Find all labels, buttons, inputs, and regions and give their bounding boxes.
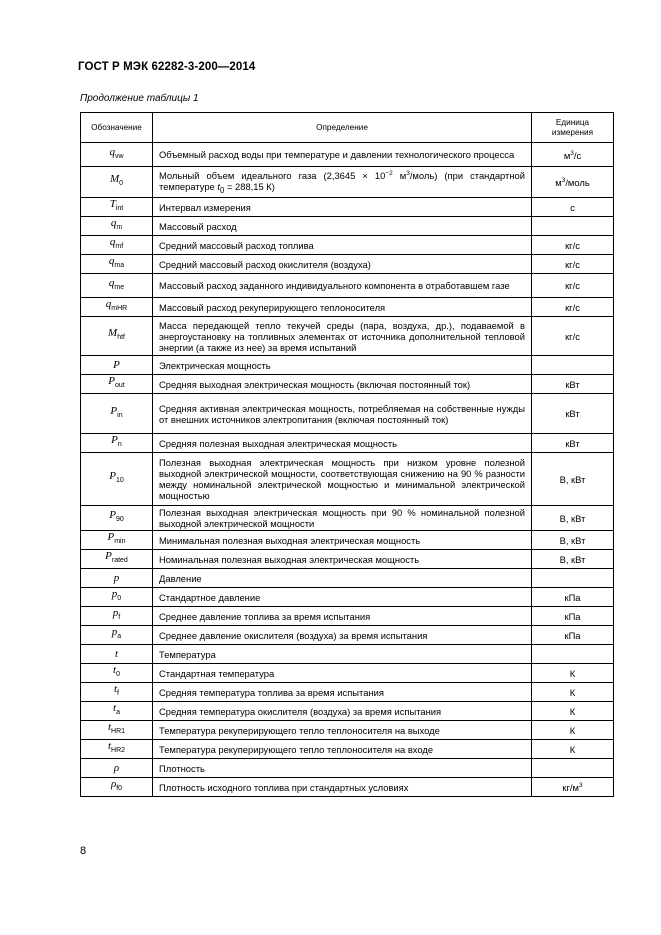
symbol-base: P xyxy=(105,550,112,563)
definition-cell: Давление xyxy=(153,569,532,588)
symbol-cell xyxy=(81,434,153,453)
unit-cell: $м^3/с$ xyxy=(532,143,614,167)
symbol-cell xyxy=(81,375,153,394)
symbol-subscript: me xyxy=(114,284,125,292)
symbol-cell xyxy=(81,356,153,375)
symbol-subscript: htf xyxy=(117,334,125,342)
symbol-cell xyxy=(81,702,153,721)
unit-cell: кг/с xyxy=(532,255,614,274)
symbol-subscript: rated xyxy=(111,557,128,565)
definition-cell: Массовый расход заданного индивидуального компонента в отработавшем газе xyxy=(153,274,532,298)
definition-cell: Масса передающей тепло текучей среды (пара, воздуха, др.), подаваемой в энергоустановку на топливных элементах от источника дополнительной тепловой энергии (а также из нее) за время испытаний xyxy=(153,317,532,356)
symbol-base: M xyxy=(108,327,118,340)
unit-cell xyxy=(532,759,614,778)
table-header-row xyxy=(81,113,614,143)
definition-cell: Стандартная температура xyxy=(153,664,532,683)
symbol-cell xyxy=(81,626,153,645)
symbol-cell xyxy=(81,683,153,702)
table-row xyxy=(81,645,614,664)
symbol-subscript: m xyxy=(116,224,123,232)
table-row xyxy=(81,683,614,702)
unit-cell xyxy=(532,356,614,375)
symbol-subscript: int xyxy=(115,205,124,213)
table-row xyxy=(81,531,614,550)
symbol-subscript: n xyxy=(117,441,122,449)
table-row xyxy=(81,759,614,778)
symbol-subscript: f xyxy=(118,614,121,622)
symbol-base: P xyxy=(113,358,120,371)
symbol-subscript: HR2 xyxy=(111,747,126,755)
unit-cell: К xyxy=(532,740,614,759)
table-row xyxy=(81,356,614,375)
unit-cell: кВт xyxy=(532,375,614,394)
table-row xyxy=(81,550,614,569)
unit-cell: кг/с xyxy=(532,274,614,298)
symbol-subscript: ma xyxy=(114,262,125,270)
symbol-subscript: a xyxy=(116,709,120,717)
table-row xyxy=(81,167,614,198)
document-header: ГОСТ Р МЭК 62282-3-200—2014 xyxy=(78,61,256,73)
symbol-subscript: 0 xyxy=(117,595,122,603)
unit-cell: $кг/м^3$ xyxy=(532,778,614,797)
symbol-cell xyxy=(81,167,153,198)
symbol-cell xyxy=(81,531,153,550)
unit-cell xyxy=(532,217,614,236)
definition-cell: Массовый расход рекуперирующего теплоносителя xyxy=(153,298,532,317)
unit-cell: В, кВт xyxy=(532,550,614,569)
definition-cell: Среднее давление окислителя (воздуха) за время испытания xyxy=(153,626,532,645)
symbol-subscript: 90 xyxy=(115,516,124,524)
symbol-subscript: a xyxy=(117,633,122,641)
symbol-base: t xyxy=(107,740,112,753)
symbol-subscript: HR1 xyxy=(111,728,126,736)
symbol-cell xyxy=(81,645,153,664)
definition-cell: Температура xyxy=(153,645,532,664)
symbol-base: t xyxy=(113,683,118,696)
definition-cell: Полезная выходная электрическая мощность при 90 % номинальной полезной выходной электрической мощности xyxy=(153,506,532,531)
symbol-cell xyxy=(81,607,153,626)
table-row xyxy=(81,569,614,588)
unit-cell: К xyxy=(532,664,614,683)
definition-cell: Средний массовый расход окислителя (воздуха) xyxy=(153,255,532,274)
symbol-cell xyxy=(81,740,153,759)
unit-cell xyxy=(532,645,614,664)
symbol-base: ρ xyxy=(113,761,120,774)
symbol-base: P xyxy=(111,434,118,447)
column-header-unit: Единица измерения xyxy=(532,113,614,143)
unit-cell: кг/с xyxy=(532,298,614,317)
symbol-cell xyxy=(81,664,153,683)
table-row xyxy=(81,143,614,167)
symbol-subscript: vw xyxy=(114,153,124,161)
definition-cell: Массовый расход xyxy=(153,217,532,236)
definition-cell: Средняя активная электрическая мощность, потребляемая на собственные нужды от внешних источников электропитания (включая постоянный ток) xyxy=(153,394,532,434)
symbol-base: p xyxy=(112,607,119,620)
unit-cell: кг/с xyxy=(532,236,614,255)
symbol-base: P xyxy=(109,470,116,483)
symbol-base: p xyxy=(111,626,118,639)
symbol-subscript: 10 xyxy=(115,477,124,485)
unit-cell xyxy=(532,569,614,588)
definition-cell: Плотность xyxy=(153,759,532,778)
symbol-cell xyxy=(81,506,153,531)
symbol-base: q xyxy=(109,236,116,249)
table-row xyxy=(81,298,614,317)
table-row xyxy=(81,453,614,506)
symbol-base: p xyxy=(113,571,120,584)
unit-cell: кг/с xyxy=(532,317,614,356)
definition-cell: Мольный объем идеального газа ($2,3645 \times 10^{-2}$ $м^3/моль$) (при стандартной температуре $t_0 = 288,15$ К) xyxy=(153,167,532,198)
table-row xyxy=(81,198,614,217)
definition-cell: Температура рекуперирующего тепло теплоносителя на входе xyxy=(153,740,532,759)
table-row xyxy=(81,588,614,607)
symbol-base: t xyxy=(113,664,117,677)
unit-cell: $м^3$/моль xyxy=(532,167,614,198)
symbol-cell xyxy=(81,778,153,797)
unit-cell: В, кВт xyxy=(532,506,614,531)
symbol-cell xyxy=(81,569,153,588)
definition-cell: Электрическая мощность xyxy=(153,356,532,375)
unit-cell: В, кВт xyxy=(532,531,614,550)
symbol-subscript: 0 xyxy=(116,671,120,679)
definition-cell: Средняя температура топлива за время испытания xyxy=(153,683,532,702)
table-row xyxy=(81,394,614,434)
symbol-cell xyxy=(81,721,153,740)
unit-cell: кПа xyxy=(532,607,614,626)
symbol-cell xyxy=(81,550,153,569)
definition-cell: Средняя выходная электрическая мощность (включая постоянный ток) xyxy=(153,375,532,394)
symbol-cell xyxy=(81,759,153,778)
definition-cell: Среднее давление топлива за время испытания xyxy=(153,607,532,626)
table-row xyxy=(81,702,614,721)
table-row xyxy=(81,740,614,759)
symbol-base: M xyxy=(109,173,120,186)
symbol-cell xyxy=(81,274,153,298)
symbol-subscript: mHR xyxy=(111,305,128,313)
unit-cell: К xyxy=(532,721,614,740)
definition-cell: Номинальная полезная выходная электрическая мощность xyxy=(153,550,532,569)
unit-cell: с xyxy=(532,198,614,217)
symbol-subscript: min xyxy=(114,538,126,546)
definition-cell: Интервал измерения xyxy=(153,198,532,217)
definition-cell: Минимальная полезная выходная электрическая мощность xyxy=(153,531,532,550)
unit-cell: кПа xyxy=(532,588,614,607)
definition-cell: Средняя температура окислителя (воздуха) за время испытания xyxy=(153,702,532,721)
symbol-base: t xyxy=(113,702,117,715)
table-row xyxy=(81,274,614,298)
symbol-subscript: out xyxy=(115,382,125,390)
column-header-definition: Определение xyxy=(153,113,532,143)
table-row xyxy=(81,255,614,274)
table-row xyxy=(81,375,614,394)
table-row xyxy=(81,721,614,740)
symbol-cell xyxy=(81,236,153,255)
symbols-table xyxy=(80,112,614,797)
definition-cell: Средний массовый расход топлива xyxy=(153,236,532,255)
symbol-subscript: in xyxy=(117,412,123,420)
definition-cell: Плотность исходного топлива при стандартных условиях xyxy=(153,778,532,797)
symbol-base: T xyxy=(109,198,116,211)
symbol-base: q xyxy=(108,255,115,268)
table-row xyxy=(81,607,614,626)
table-row xyxy=(81,217,614,236)
symbol-subscript: f xyxy=(117,690,119,698)
unit-cell: кВт xyxy=(532,394,614,434)
definition-cell: Полезная выходная электрическая мощность при низком уровне полезной выходной электрической мощности, соответствующая снижению на 90 % разности между номинальной электрической мощностью и минимальной электрической мощностью xyxy=(153,453,532,506)
symbol-base: t xyxy=(107,721,112,734)
definition-cell: Температура рекуперирующего тепло теплоносителя на выходе xyxy=(153,721,532,740)
symbol-base: q xyxy=(110,217,117,230)
symbol-base: p xyxy=(111,588,118,601)
symbol-cell xyxy=(81,198,153,217)
table-row xyxy=(81,434,614,453)
table-continuation-caption: Продолжение таблицы 1 xyxy=(80,93,199,104)
symbol-base: P xyxy=(107,531,115,544)
symbol-cell xyxy=(81,588,153,607)
symbol-cell xyxy=(81,298,153,317)
symbol-base: q xyxy=(109,145,115,158)
table-row xyxy=(81,778,614,797)
symbol-base: q xyxy=(105,298,112,311)
symbol-base: P xyxy=(110,404,118,417)
definition-cell: Средняя полезная выходная электрическая мощность xyxy=(153,434,532,453)
symbol-cell xyxy=(81,143,153,167)
symbol-base: ρ xyxy=(110,778,117,791)
table-row xyxy=(81,626,614,645)
symbol-cell xyxy=(81,217,153,236)
unit-cell: К xyxy=(532,702,614,721)
table-row xyxy=(81,506,614,531)
unit-cell: кПа xyxy=(532,626,614,645)
symbol-subscript: f0 xyxy=(116,785,123,793)
symbol-cell xyxy=(81,255,153,274)
symbol-base: P xyxy=(108,375,115,388)
table-row xyxy=(81,317,614,356)
column-header-symbol: Обозначение xyxy=(81,113,153,143)
symbol-base: q xyxy=(108,276,115,289)
table-row xyxy=(81,236,614,255)
unit-cell: В, кВт xyxy=(532,453,614,506)
table-row xyxy=(81,664,614,683)
symbol-subscript: 0 xyxy=(119,180,124,188)
definition-cell: Стандартное давление xyxy=(153,588,532,607)
symbol-cell xyxy=(81,317,153,356)
unit-cell: кВт xyxy=(532,434,614,453)
definition-cell: Объемный расход воды при температуре и давлении технологического процесса xyxy=(153,143,532,167)
symbol-cell xyxy=(81,394,153,434)
symbol-subscript: mf xyxy=(115,243,124,251)
symbol-base: P xyxy=(109,509,116,522)
unit-cell: К xyxy=(532,683,614,702)
symbol-cell xyxy=(81,453,153,506)
page-number: 8 xyxy=(80,845,87,857)
symbol-base: t xyxy=(114,647,119,660)
